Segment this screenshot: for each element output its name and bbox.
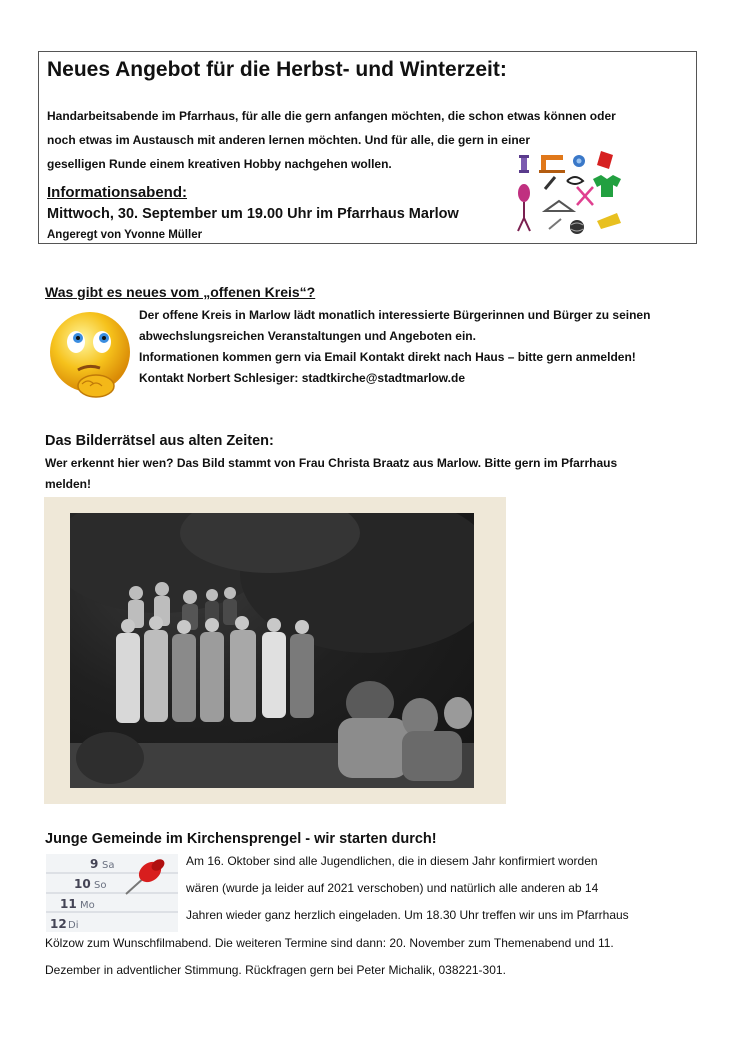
circle-line-1: Der offene Kreis in Marlow lädt monatlich interessierte Bürgerinnen und Bürger zu seinen: [139, 308, 651, 322]
calendar-num-3: 11: [60, 897, 77, 911]
offer-box: [38, 51, 697, 244]
youth-text-bottom: [45, 930, 715, 984]
youth-line-4: Kölzow zum Wunschfilmabend. Die weiteren Termine sind dann: 20. November zum Themenabend und 11.: [45, 936, 614, 950]
calendar-day-3: Mo: [80, 900, 95, 911]
youth-text-top: [186, 848, 706, 929]
offer-line-3: geselligen Runde einem kreativen Hobby nachgehen wollen.: [47, 157, 392, 171]
youth-line-2: wären (wurde ja leider auf 2021 verschoben) und natürlich alle anderen ab 14: [186, 881, 599, 895]
calendar-day-1: Sa: [102, 860, 115, 871]
offer-line-1: Handarbeitsabende im Pfarrhaus, für alle die gern anfangen möchten, die schon etwas können oder: [47, 109, 616, 123]
puzzle-heading: Das Bilderrätsel aus alten Zeiten:: [45, 433, 274, 449]
circle-text: [139, 305, 709, 389]
offer-line-2: noch etwas im Austausch mit anderen lernen möchten. Und für alle, die gern in einer: [47, 133, 530, 147]
calendar-day-2: So: [94, 880, 107, 891]
calendar-num-1: 9: [90, 857, 99, 871]
circle-line-2: abwechslungsreichen Veranstaltungen und Angeboten ein.: [139, 329, 476, 343]
sewing-supplies-icon: [515, 149, 635, 241]
youth-line-3: Jahren wieder ganz herzlich eingeladen. Um 18.30 Uhr treffen wir uns im Pfarrhaus: [186, 908, 629, 922]
old-group-photo: [44, 497, 506, 804]
puzzle-text: [45, 453, 705, 495]
puzzle-line-1: Wer erkennt hier wen? Das Bild stammt von Frau Christa Braatz aus Marlow. Bitte gern im Pfarrhaus: [45, 456, 618, 470]
group-photo-illustration: [70, 513, 474, 788]
info-evening-initiator: Angeregt von Yvonne Müller: [47, 229, 203, 241]
youth-line-1: Am 16. Oktober sind alle Jugendlichen, die in diesem Jahr konfirmiert worden: [186, 854, 598, 868]
circle-line-4: Kontakt Norbert Schlesiger: stadtkirche@stadtmarlow.de: [139, 371, 465, 385]
info-evening-date: Mittwoch, 30. September um 19.00 Uhr im Pfarrhaus Marlow: [47, 206, 459, 222]
photo-image: [70, 513, 474, 788]
youth-heading: Junge Gemeinde im Kirchensprengel - wir starten durch!: [45, 831, 437, 847]
thinking-smiley-icon: [46, 308, 134, 404]
youth-line-5: Dezember in adventlicher Stimmung. Rückfragen gern bei Peter Michalik, 038221-301.: [45, 963, 506, 977]
calendar-day-4: Di: [68, 920, 79, 931]
calendar-num-4: 12: [50, 917, 67, 931]
offer-title: Neues Angebot für die Herbst- und Winterzeit:: [47, 58, 507, 81]
puzzle-line-2: melden!: [45, 477, 92, 491]
circle-line-3: Informationen kommen gern via Email Kontakt direkt nach Haus – bitte gern anmelden!: [139, 350, 636, 364]
circle-heading: Was gibt es neues vom „offenen Kreis“?: [45, 284, 316, 300]
calendar-num-2: 10: [74, 877, 91, 891]
info-evening-heading: Informationsabend:: [47, 184, 188, 201]
calendar-pin-icon: [46, 854, 178, 932]
